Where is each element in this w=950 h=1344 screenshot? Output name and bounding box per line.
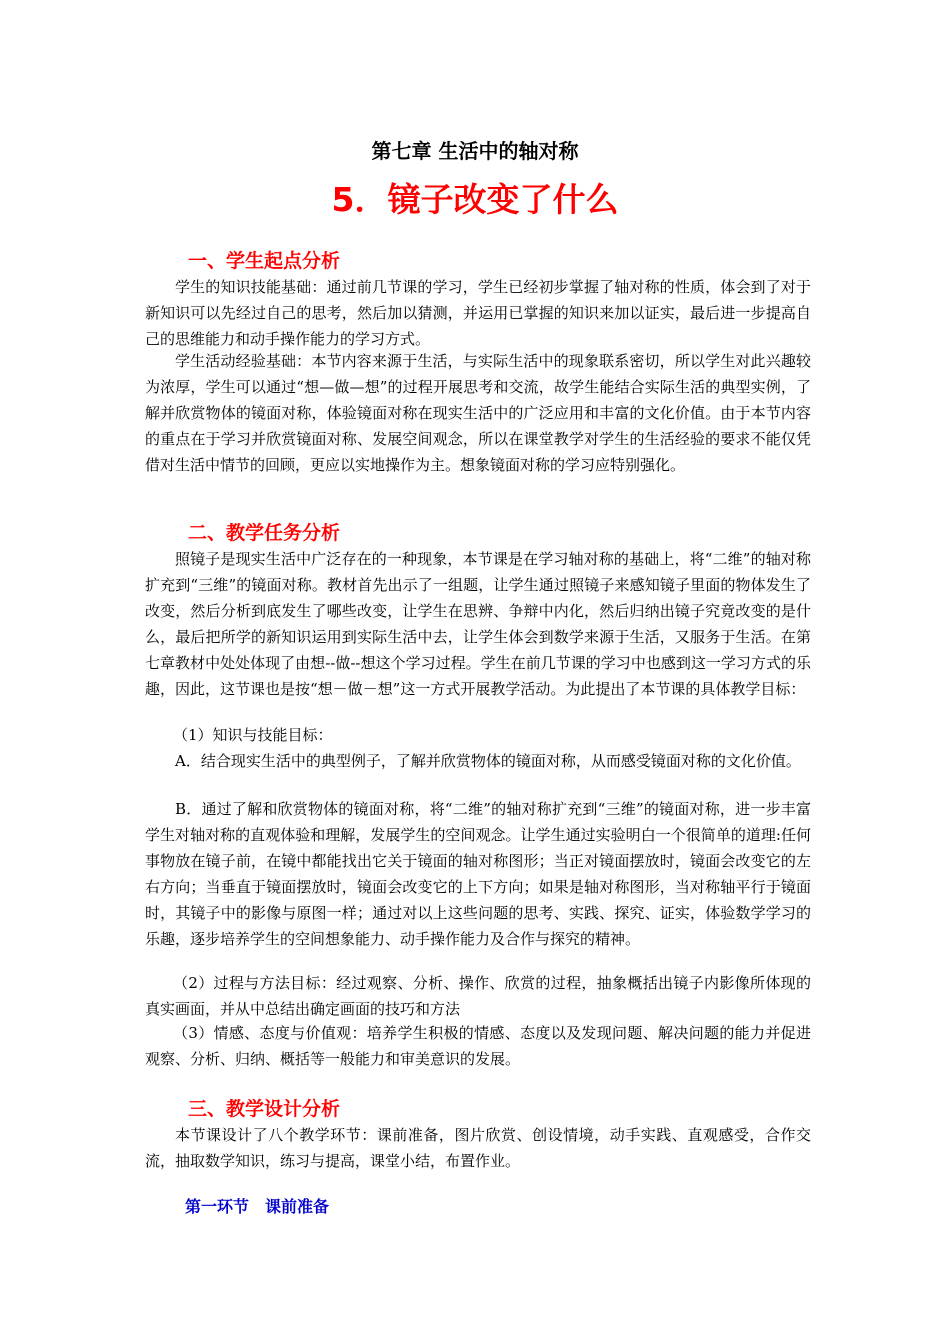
lesson-title: 5．镜子改变了什么 xyxy=(331,180,619,219)
goal-knowledge-label: （1）知识与技能目标： xyxy=(173,726,333,744)
subheading-preparation: 第一环节 课前准备 xyxy=(185,1197,330,1216)
paragraph-design-overview: 本节课设计了八个教学环节：课前准备，图片欣赏、创设情境，动手实践、直观感受，合作交流，抽取数学知识，练习与提高，课堂小结，布置作业。 xyxy=(145,1126,811,1170)
section-heading-design-analysis: 三、教学设计分析 xyxy=(188,1098,341,1120)
paragraph-knowledge-foundation: 学生的知识技能基础：通过前几节课的学习，学生已经初步掌握了轴对称的性质，体会到了对于新知识可以先经过自己的思考，然后加以猜测，并运用已掌握的知识来加以证实，最后进一步提高自己的思维能力和动手操作能力的学习方式。 xyxy=(145,278,811,348)
goal-emotion-attitude: （3）情感、态度与价值观：培养学生积极的情感、态度以及发现问题、解决问题的能力并促进观察、分析、归纳、概括等一般能力和审美意识的发展。 xyxy=(145,1024,811,1068)
paragraph-activity-experience: 学生活动经验基础：本节内容来源于生活，与实际生活中的现象联系密切，所以学生对此兴趣较为浓厚，学生可以通过“想—做—想”的过程开展思考和交流，故学生能结合实际生活的典型实例，了解并欣赏物体的镜面对称，体验镜面对称在现实生活中的广泛应用和丰富的文化价值。由于本节内容的重点在于学习并欣赏镜面对称、发展空间观念，所以在课堂教学对学生的生活经验的要求不能仅凭借对生活中情节的回顾，更应以实地操作为主。想象镜面对称的学习应特别强化。 xyxy=(145,352,811,474)
section-heading-task-analysis: 二、教学任务分析 xyxy=(188,522,341,544)
section-heading-student-analysis: 一、学生起点分析 xyxy=(188,250,341,272)
goal-knowledge-b: B．通过了解和欣赏物体的镜面对称，将“二维”的轴对称扩充到“三维”的镜面对称，进一步丰富学生对轴对称的直观体验和理解，发展学生的空间观念。让学生通过实验明白一个很简单的道理:任何事物放在镜子前，在镜中都能找出它关于镜面的轴对称图形；当正对镜面摆放时，镜面会改变它的左右方向；当垂直于镜面摆放时，镜面会改变它的上下方向；如果是轴对称图形，当对称轴平行于镜面时，其镜子中的影像与原图一样；通过对以上这些问题的思考、实践、探究、证实，体验数学学习的乐趣，逐步培养学生的空间想象能力、动手操作能力及合作与探究的精神。 xyxy=(145,800,811,948)
goal-knowledge-a: A．结合现实生活中的典型例子，了解并欣赏物体的镜面对称，从而感受镜面对称的文化价值。 xyxy=(175,752,801,770)
chapter-title: 第七章 生活中的轴对称 xyxy=(371,139,579,163)
paragraph-task-intro: 照镜子是现实生活中广泛存在的一种现象，本节课是在学习轴对称的基础上，将“二维”的轴对称扩充到“三维”的镜面对称。教材首先出示了一组题，让学生通过照镜子来感知镜子里面的物体发生了改变，然后分析到底发生了哪些改变，让学生在思辨、争辩中内化，然后归纳出镜子究竟改变的是什么，最后把所学的新知识运用到实际生活中去，让学生体会到数学来源于生活，又服务于生活。在第七章教材中处处体现了由想--做--想这个学习过程。学生在前几节课的学习中也感到这一学习方式的乐趣，因此，这节课也是按“想－做－想”这一方式开展教学活动。为此提出了本节课的具体教学目标： xyxy=(145,550,811,698)
goal-process-method: （2）过程与方法目标：经过观察、分析、操作、欣赏的过程，抽象概括出镜子内影像所体现的真实画面，并从中总结出确定画面的技巧和方法 xyxy=(145,974,811,1018)
